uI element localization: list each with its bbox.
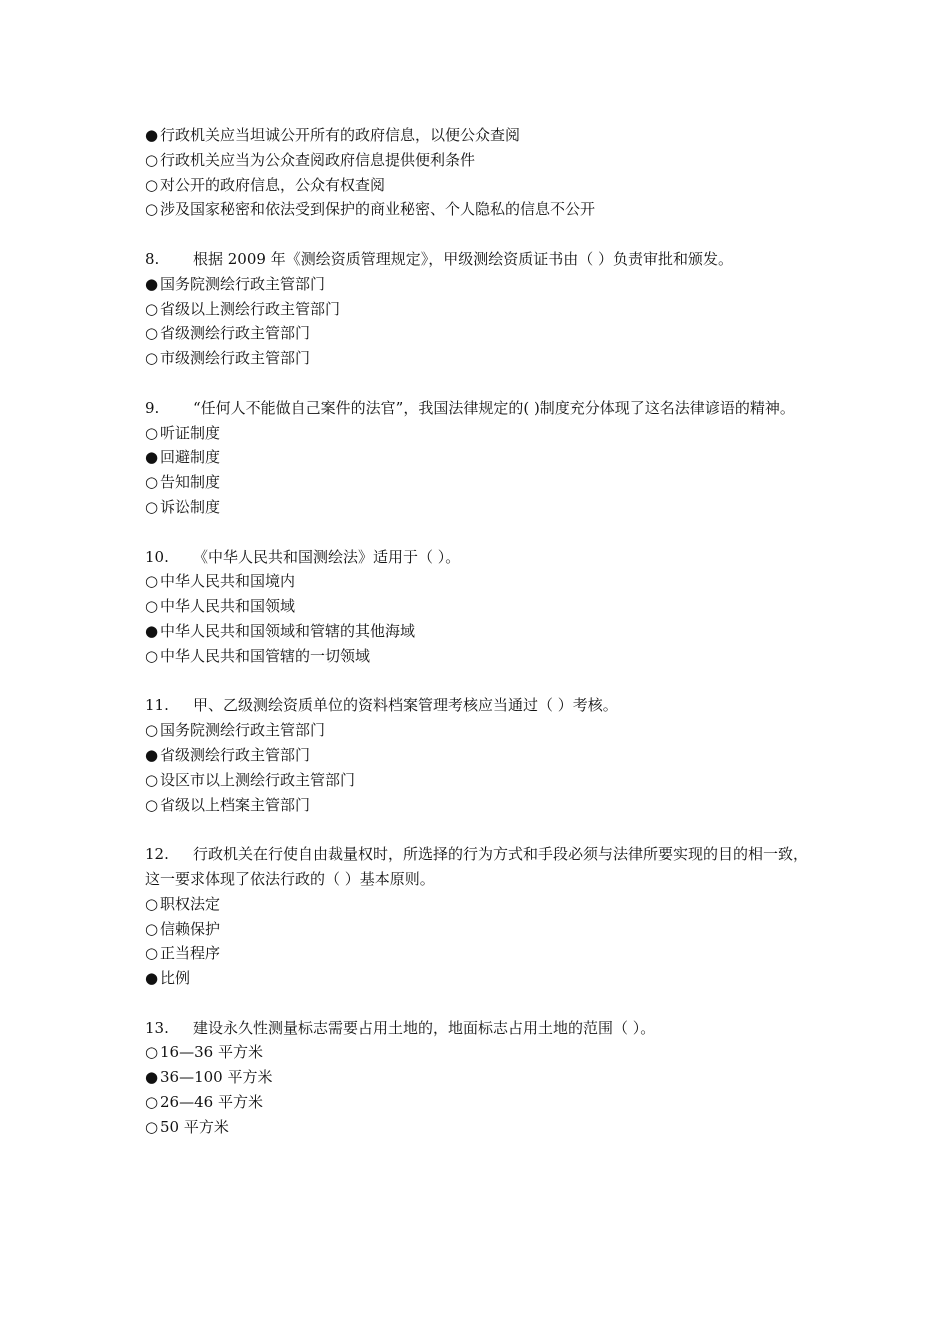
radio-empty-icon: ○: [145, 1093, 159, 1112]
question-block: [145, 693, 815, 817]
radio-empty-icon: ○: [145, 497, 159, 516]
option-text: 26—46 平方米: [160, 1093, 263, 1112]
question-block: [145, 545, 815, 669]
document-page: [145, 123, 815, 1140]
radio-selected-icon: ●: [145, 448, 159, 467]
question-number: 10.: [145, 547, 169, 566]
radio-empty-icon: ○: [145, 150, 159, 169]
radio-empty-icon: ○: [145, 646, 159, 665]
option-text: 对公开的政府信息，公众有权查阅: [160, 175, 386, 194]
option: [145, 272, 815, 297]
option-text: 36—100 平方米: [160, 1068, 273, 1087]
option: [145, 1115, 815, 1140]
radio-empty-icon: ○: [145, 894, 159, 913]
radio-empty-icon: ○: [145, 473, 159, 492]
radio-empty-icon: ○: [145, 1117, 159, 1136]
question-stem: [145, 1016, 815, 1041]
question-text: “任何人不能做自己案件的法官”，我国法律规定的( )制度充分体现了这名法律谚语的精神。: [193, 398, 795, 417]
radio-selected-icon: ●: [145, 1068, 159, 1087]
option: [145, 594, 815, 619]
option-text: 省级测绘行政主管部门: [160, 745, 311, 764]
question-block: [145, 396, 815, 520]
option-text: 行政机关应当坦诚公开所有的政府信息，以便公众查阅: [160, 126, 521, 144]
radio-empty-icon: ○: [145, 200, 159, 219]
radio-empty-icon: ○: [145, 721, 159, 740]
question-list: [145, 222, 815, 1139]
question-block: [145, 247, 815, 371]
option: [145, 1090, 815, 1115]
radio-empty-icon: ○: [145, 572, 159, 591]
question-text: 建设永久性测量标志需要占用土地的，地面标志占用土地的范围（ ）。: [193, 1018, 656, 1037]
spacer: [145, 520, 815, 545]
radio-selected-icon: ●: [145, 126, 159, 144]
option-text: 国务院测绘行政主管部门: [160, 274, 326, 293]
option-text: 市级测绘行政主管部门: [160, 349, 311, 368]
option: [145, 768, 815, 793]
option-text: 省级测绘行政主管部门: [160, 324, 311, 343]
spacer: [145, 669, 815, 694]
radio-empty-icon: ○: [145, 423, 159, 442]
option-text: 设区市以上测绘行政主管部门: [160, 770, 356, 789]
option-text: 中华人民共和国领域: [160, 597, 296, 616]
radio-empty-icon: ○: [145, 597, 159, 616]
question-stem: [145, 545, 815, 570]
option: [145, 941, 815, 966]
option: [145, 793, 815, 818]
option: [145, 321, 815, 346]
option-text: 省级以上档案主管部门: [160, 795, 311, 814]
option: [145, 718, 815, 743]
question-text: 根据 2009 年《测绘资质管理规定》，甲级测绘资质证书由（ ）负责审批和颁发。: [193, 249, 733, 268]
option-text: 诉讼制度: [160, 497, 221, 516]
radio-empty-icon: ○: [145, 324, 159, 343]
spacer: [145, 991, 815, 1016]
radio-empty-icon: ○: [145, 299, 159, 318]
question-number: 11.: [145, 696, 169, 715]
option: [145, 495, 815, 520]
question-number: 8.: [145, 249, 160, 268]
radio-empty-icon: ○: [145, 770, 159, 789]
option: [145, 644, 815, 669]
option: [145, 1065, 815, 1090]
option-text: 省级以上测绘行政主管部门: [160, 299, 341, 318]
option: [145, 917, 815, 942]
option: [145, 966, 815, 991]
option: [145, 619, 815, 644]
option: [145, 743, 815, 768]
option-text: 告知制度: [160, 473, 221, 492]
question-stem: [145, 693, 815, 718]
option-text: 正当程序: [160, 944, 221, 963]
option-text: 国务院测绘行政主管部门: [160, 721, 326, 740]
option: [145, 297, 815, 322]
question-text: 行政机关在行使自由裁量权时，所选择的行为方式和手段必须与法律所要实现的目的相一致，这一要求体现了依法行政的（ ）基本原则。: [145, 845, 809, 888]
question-stem: [145, 842, 815, 892]
option: [145, 569, 815, 594]
question-block: [145, 842, 815, 991]
option: [145, 346, 815, 371]
question-stem: [145, 247, 815, 272]
question-text: 甲、乙级测绘资质单位的资料档案管理考核应当通过（ ）考核。: [193, 696, 618, 715]
option-text: 16—36 平方米: [160, 1043, 263, 1062]
radio-empty-icon: ○: [145, 349, 159, 368]
question-number: 12.: [145, 845, 169, 864]
option: [145, 421, 815, 446]
option: [145, 123, 815, 148]
option: [145, 892, 815, 917]
option-text: 50 平方米: [160, 1117, 229, 1136]
continued-options: [145, 123, 815, 222]
radio-empty-icon: ○: [145, 1043, 159, 1062]
option-text: 比例: [160, 969, 191, 988]
question-block: [145, 1016, 815, 1140]
option-text: 中华人民共和国管辖的一切领域: [160, 646, 371, 665]
option: [145, 148, 815, 173]
option: [145, 173, 815, 198]
spacer: [145, 817, 815, 842]
radio-selected-icon: ●: [145, 969, 159, 988]
option: [145, 445, 815, 470]
option: [145, 1040, 815, 1065]
question-number: 13.: [145, 1018, 169, 1037]
option-text: 回避制度: [160, 448, 221, 467]
option-text: 行政机关应当为公众查阅政府信息提供便利条件: [160, 150, 476, 169]
spacer: [145, 222, 815, 247]
question-number: 9.: [145, 398, 160, 417]
option-text: 中华人民共和国境内: [160, 572, 296, 591]
option-text: 信赖保护: [160, 919, 221, 938]
radio-empty-icon: ○: [145, 919, 159, 938]
spacer: [145, 371, 815, 396]
radio-empty-icon: ○: [145, 944, 159, 963]
radio-empty-icon: ○: [145, 175, 159, 194]
radio-selected-icon: ●: [145, 274, 159, 293]
radio-selected-icon: ●: [145, 745, 159, 764]
radio-selected-icon: ●: [145, 621, 159, 640]
option-text: 听证制度: [160, 423, 221, 442]
option: [145, 197, 815, 222]
option-text: 职权法定: [160, 894, 221, 913]
radio-empty-icon: ○: [145, 795, 159, 814]
option-text: 中华人民共和国领域和管辖的其他海域: [160, 621, 416, 640]
question-stem: [145, 396, 815, 421]
option: [145, 470, 815, 495]
question-text: 《中华人民共和国测绘法》适用于（ ）。: [193, 547, 461, 566]
option-text: 涉及国家秘密和依法受到保护的商业秘密、个人隐私的信息不公开: [160, 200, 596, 219]
